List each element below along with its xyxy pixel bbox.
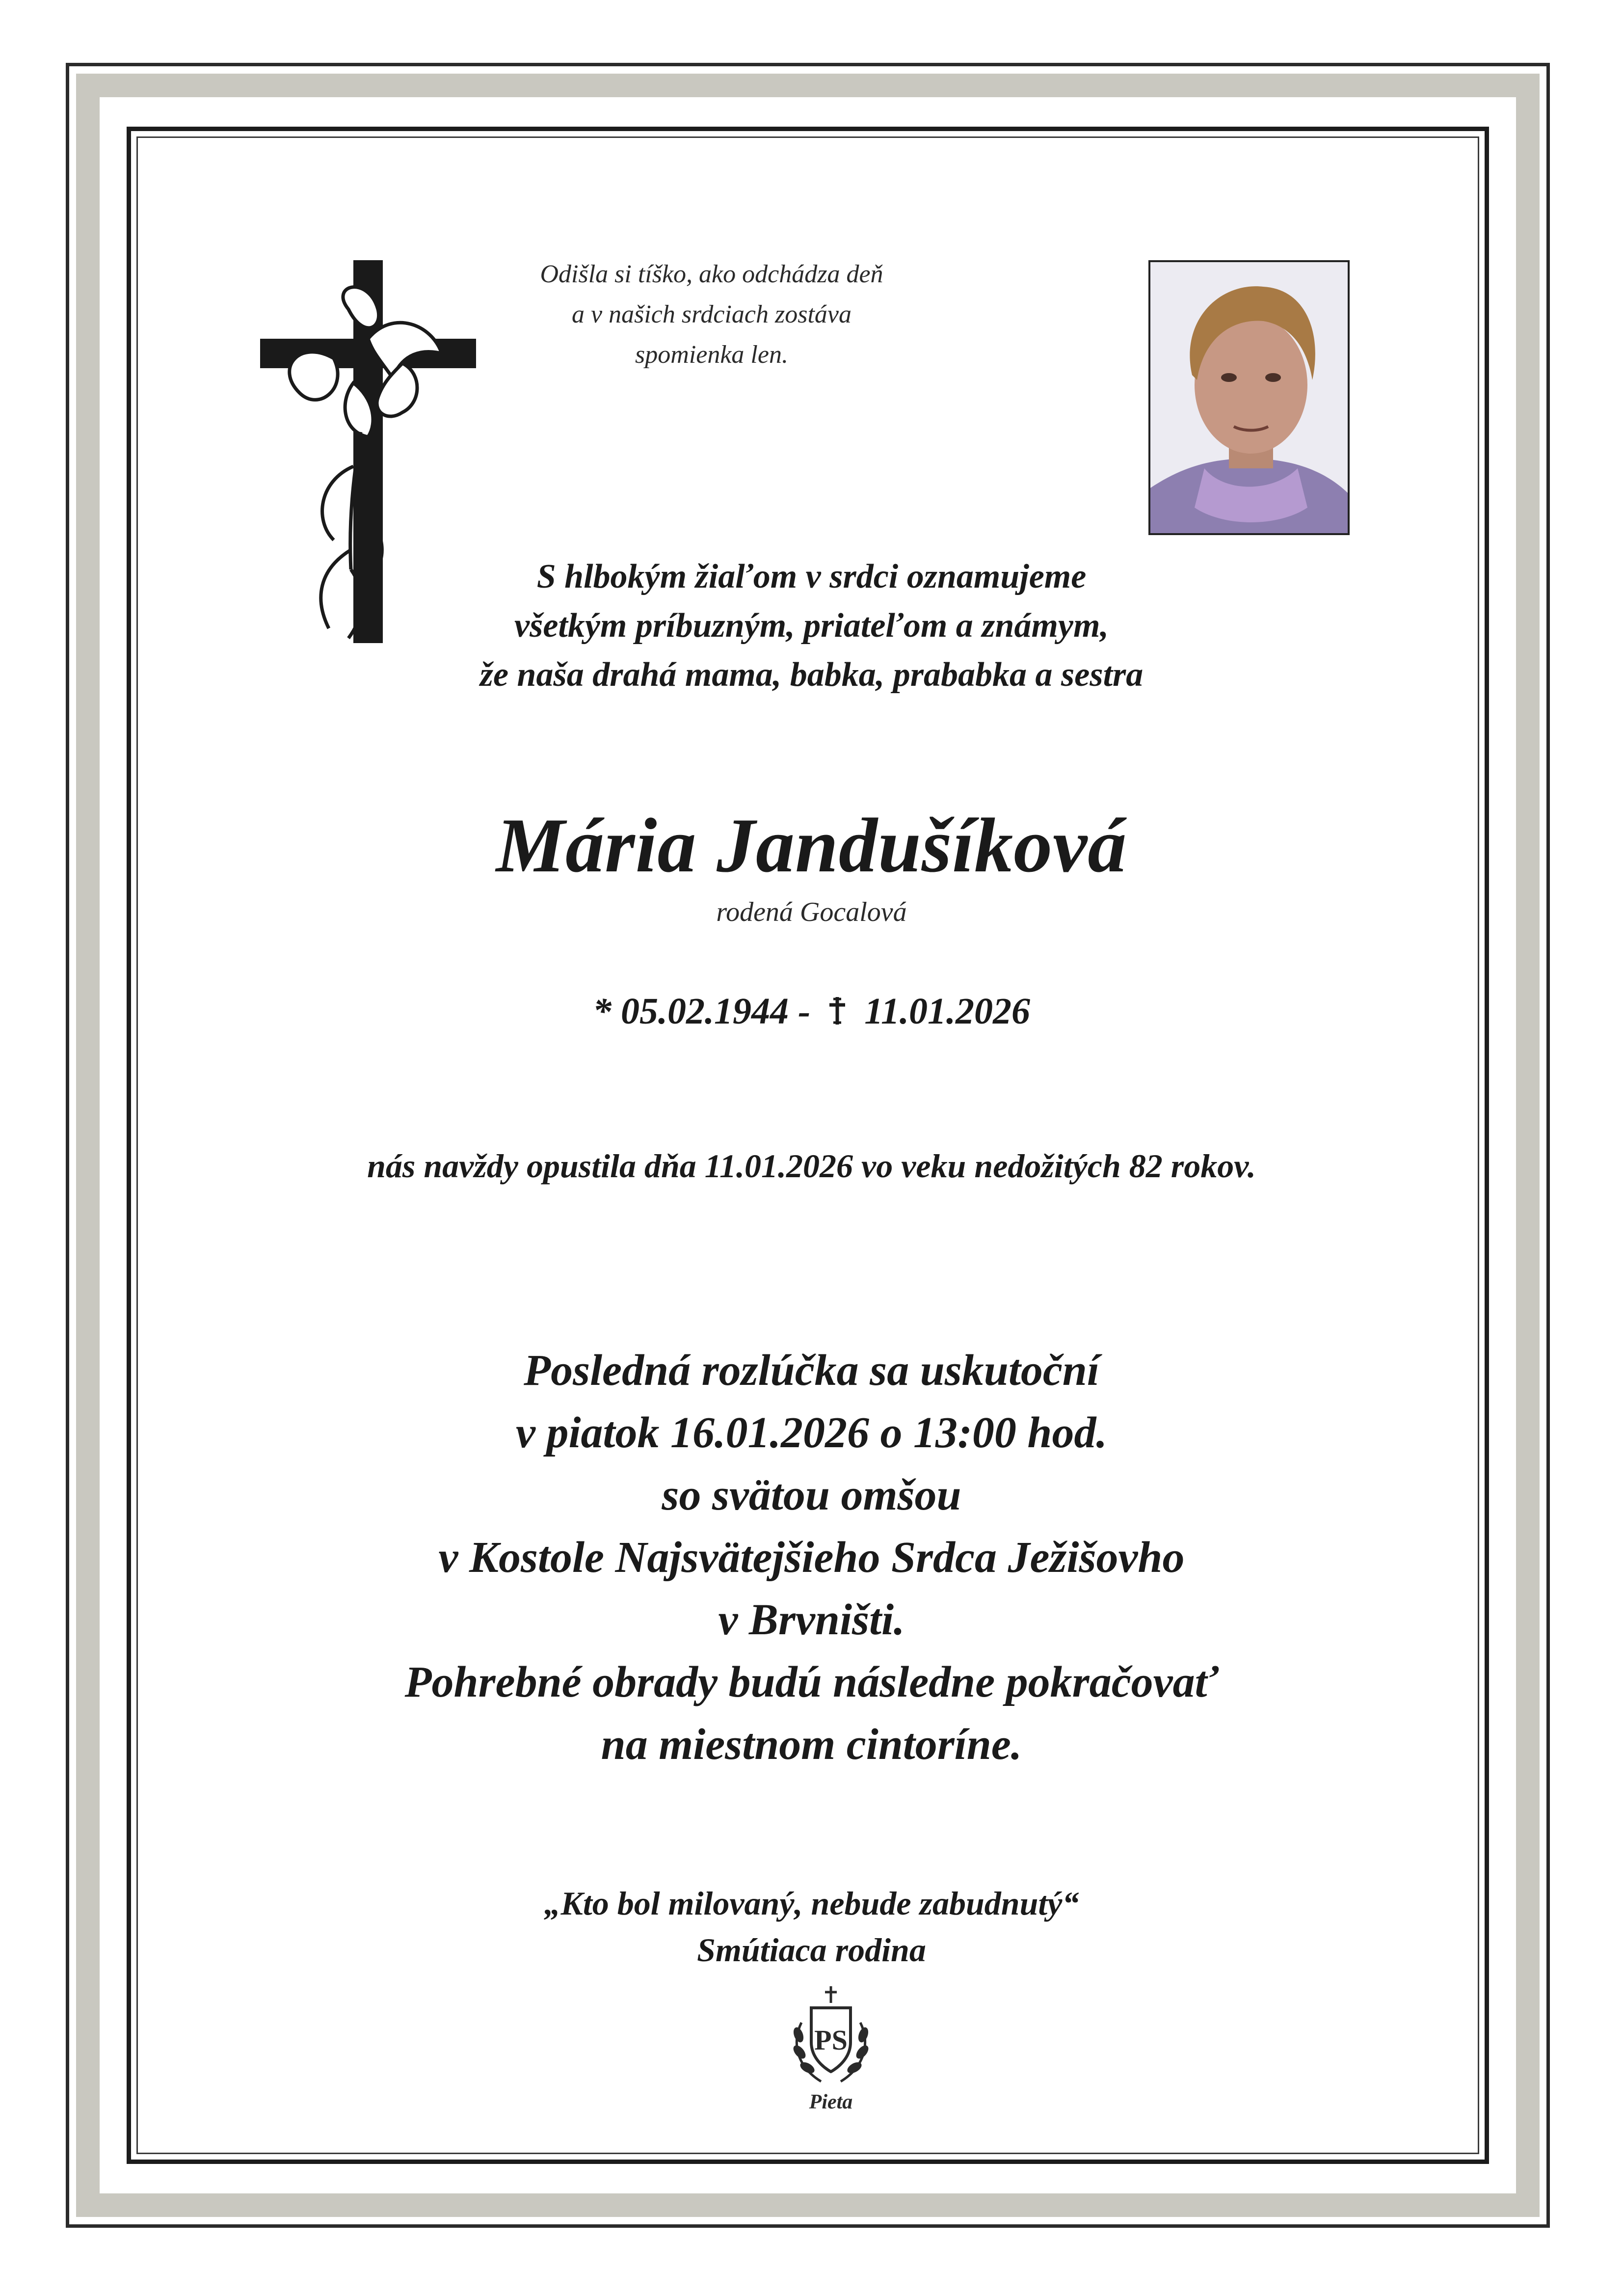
motto-verse: [530, 254, 893, 375]
ceremony-line: so svätou omšou: [662, 1471, 961, 1519]
small-cross-icon: [826, 987, 848, 1036]
death-date: 11.01.2026: [864, 991, 1031, 1032]
maiden-name: rodená Gocalová: [716, 897, 907, 927]
family-signature: Smútiaca rodina: [697, 1931, 926, 1969]
portrait-photo: [1148, 260, 1350, 535]
ceremony-line: v Brvništi.: [718, 1595, 905, 1644]
ceremony-line: na miestnom cintoríne.: [601, 1720, 1022, 1769]
announcement-text: [0, 552, 1623, 700]
motto-line: Odišla si tíško, ako odchádza deň: [540, 260, 883, 288]
announcement-line: S hlbokým žiaľom v srdci oznamujeme: [536, 558, 1087, 595]
life-dates: [0, 987, 1623, 1036]
logo-monogram: PS: [814, 2024, 848, 2056]
closing-quote: „Kto bol milovaný, nebude zabudnutý“: [544, 1885, 1079, 1922]
departure-statement: nás navždy opustila dňa 11.01.2026 vo veku nedožitých 82 rokov.: [367, 1147, 1256, 1185]
announcement-line: že naša drahá mama, babka, prababka a sestra: [479, 656, 1144, 694]
deceased-name: Mária Jandušíková: [496, 803, 1127, 889]
logo-name: Pieta: [809, 2091, 853, 2113]
announcement-line: všetkým príbuzným, priateľom a známym,: [514, 607, 1109, 645]
pieta-logo: [782, 1983, 880, 2121]
ceremony-line: Posledná rozlúčka sa uskutoční: [524, 1346, 1099, 1395]
ceremony-line: Pohrebné obrady budú následne pokračovať: [404, 1658, 1219, 1706]
ceremony-line: v Kostole Najsvätejšieho Srdca Ježišovho: [438, 1533, 1185, 1582]
ceremony-line: v piatok 16.01.2026 o 13:00 hod.: [516, 1408, 1107, 1457]
ceremony-details: [0, 1339, 1623, 1776]
motto-line: spomienka len.: [635, 341, 788, 369]
birth-date: * 05.02.1944 -: [592, 991, 811, 1032]
motto-line: a v našich srdciach zostáva: [572, 300, 851, 328]
